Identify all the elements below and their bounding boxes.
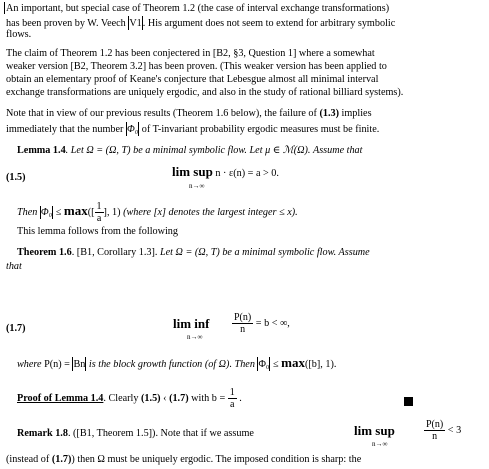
remark-fraction: $\frac{P(n)}{n}$ < 3 [426,419,462,442]
text-cursor [4,2,5,14]
remark-limsup: lim sup [354,423,395,438]
qed-square-icon [404,397,413,406]
paragraph-3-line-2: immediately that the number Φ₀ of T-invariant probability ergodic measures must be finite. [6,124,380,135]
remark-limsup-subscript: n→∞ [372,440,388,448]
theorem-1-6-heading: Theorem 1.6. [B1, Corollary 1.3]. Let Ω = (Ω, T) be a minimal symbolic flow. Assume [17,247,370,258]
fraction-one-over-a: $\frac{1}{a}$ [96,201,102,224]
paragraph-3-line-1: Note that in view of our previous results (Theorem 1.6 below), the failure of (1.3) implies [6,108,372,119]
equation-1-7: lim inf [173,316,210,331]
paragraph-1-line-2: has been proven by W. Veech V1. His argument does not seem to extend for arbitrary symbolic [6,18,396,29]
then-line: Then Φ₀ ≤ max([ $\frac{1}{a}$ ], 1) (where [x] denotes the largest integer ≤ x). [17,201,298,224]
equation-1-7-fraction: $\frac{P(n)}{n}$ = b < ∞, [234,312,290,335]
equation-1-7-subscript: n→∞ [187,333,203,341]
proof-line: Proof of Lemma 1.4. Clearly (1.5) ‹ (1.7) with b = $\frac{1}{a}$ . [17,387,242,410]
theorem-1-6-assume: that [6,261,22,272]
fraction-one-over-a: $\frac{1}{a}$ [229,387,235,410]
equation-number-1-7: (1.7) [6,323,26,334]
equation-number-1-5: (1.5) [6,172,26,183]
paragraph-1-line-1: An important, but special case of Theorem 1.2 (the case of interval exchange transformations) [6,3,390,14]
paragraph-2-line-4: exchange transformations are uniquely ergodic, and also in the study of rational billiard systems). [6,87,404,98]
paragraph-2-line-3: obtain an elementary proof of Keane's conjecture that Lebesgue almost all minimal interval [6,74,379,85]
paragraph-2-line-1: The claim of Theorem 1.2 has been conjectered in [B2, §3, Question 1] where a somewhat [6,48,375,59]
equation-1-5-subscript: n→∞ [189,182,205,190]
equation-1-5: lim sup n · ε(n) = a > 0. [172,164,279,179]
lemma-follows-line: This lemma follows from the following [17,226,178,237]
where-line: where P(n) = Bn is the block growth function (of Ω). Then Φ₀ ≤ max([b], 1). [17,355,337,370]
remark-1-8-line-1: Remark 1.8. ([B1, Theorem 1.5]). Note that if we assume [17,428,254,439]
paragraph-1-line-3: flows. [6,29,32,40]
lemma-1-4-heading: Lemma 1.4. Let Ω = (Ω, T) be a minimal symbolic flow. Let μ ∈ ℳ(Ω). Assume that [17,145,363,156]
remark-1-8-line-2: (instead of (1.7)) then Ω must be uniquely ergodic. The imposed condition is sharp: the [6,454,362,465]
paragraph-2-line-2: weaker version [B2, Theorem 3.2] has been proven. (This weaker version has been applied to [6,61,387,72]
